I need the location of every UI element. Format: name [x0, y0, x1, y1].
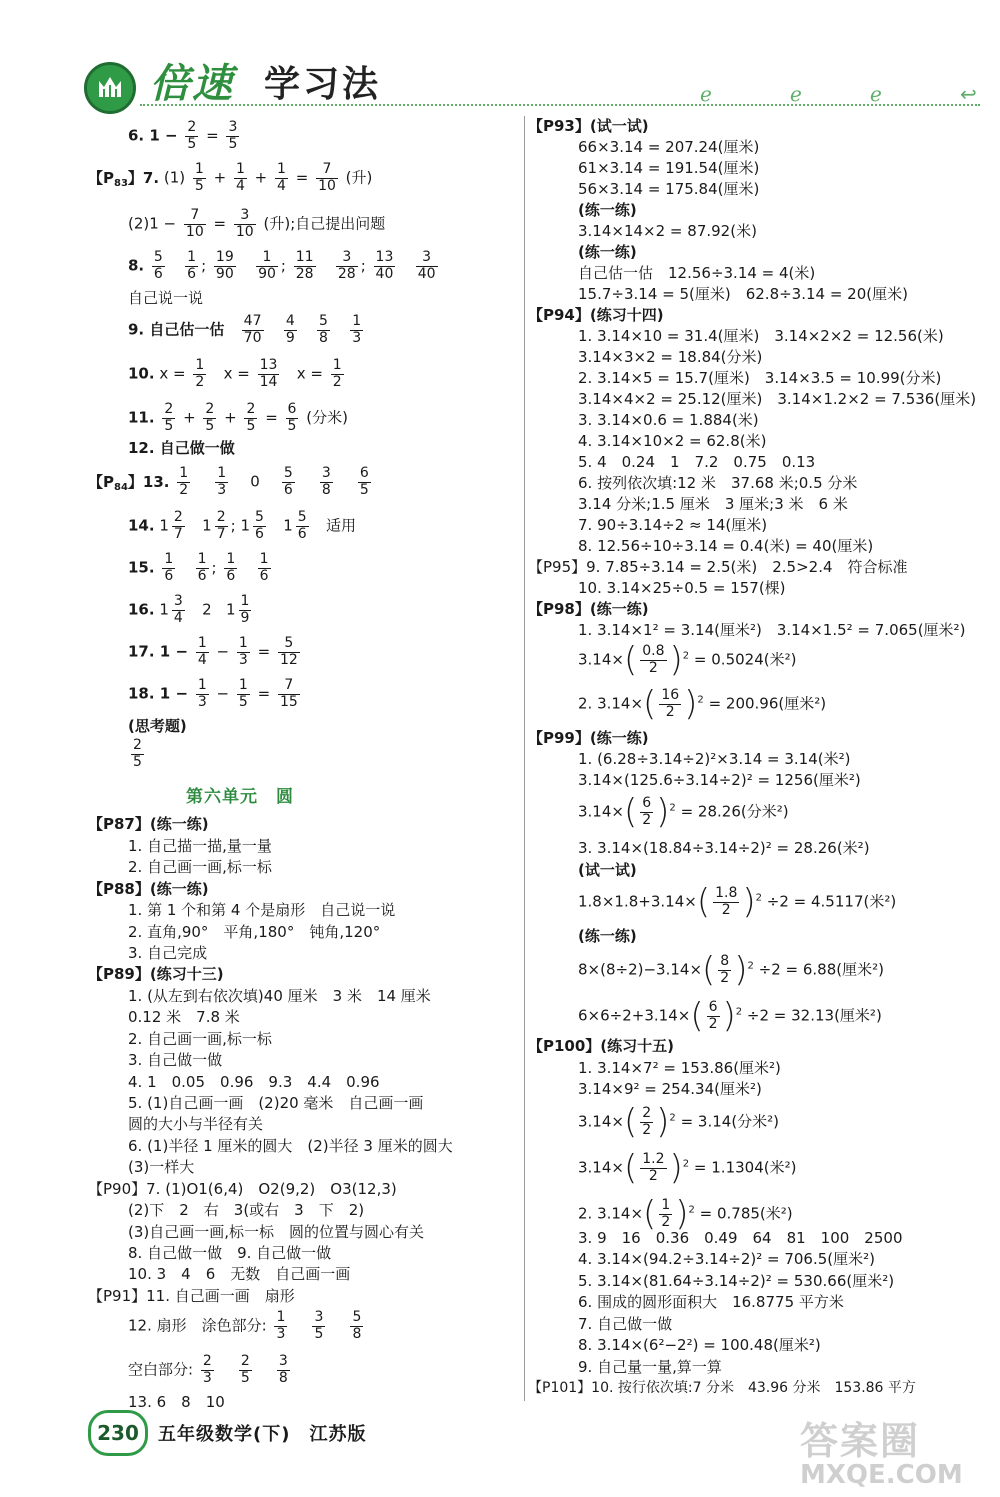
- header-divider: [140, 104, 980, 106]
- r6: (练一练): [578, 243, 637, 261]
- r22: 3.14×( $\frac{0.8}{2}$ )$^2$ = 0.5024(米²): [578, 640, 797, 681]
- r5: 3.14×14×2 = 87.92(米): [578, 222, 757, 240]
- answer-8-note: 自己说一说: [128, 289, 204, 307]
- p89-5b: 圆的大小与半径有关: [128, 1115, 264, 1133]
- r25: 3.14×(125.6÷3.14÷2)² = 1256(厘米²): [578, 771, 861, 789]
- page-header: [0, 0, 1000, 118]
- r1: 66×3.14 = 207.24(厘米): [578, 138, 760, 156]
- p91-12: 12. 扇形 涂色部分: $\frac{1}{3}$ $\frac{3}{5}$ $\frac{5}{8}$: [128, 1309, 362, 1342]
- r18: 7. 90÷3.14÷2 ≈ 14(厘米): [578, 516, 768, 534]
- watermark: 答案圈: [800, 1419, 921, 1463]
- answer-12: 12. 自己做一做: [128, 439, 235, 457]
- p89-header: 【P89】(练习十三): [88, 965, 224, 983]
- answer-p83-7: 【$P_{83}$】7. (1) $\frac{1}{5}$ + $\frac{1}{4}$ + $\frac{1}{4}$ = $\frac{7}{10}$ (升): [88, 161, 373, 194]
- answer-17: 17. 1 − $\frac{1}{4}$ − $\frac{1}{3}$ = $\frac{5}{12}$: [128, 635, 298, 668]
- swirl-icon: ℯ: [700, 82, 712, 106]
- p89-5: 5. (1)自己画一画 (2)20 毫米 自己画一画: [128, 1094, 424, 1112]
- answer-8: 8. $\frac{5}{6}$ $\frac{1}{6}$ ; $\frac{19}{90}$ $\frac{1}{90}$ ; $\frac{11}{28}$ $\frac{3}{28}$ ; $\frac{13}{40}$ $\frac{3}{40}$: [128, 249, 436, 282]
- answer-18: 18. 1 − $\frac{1}{3}$ − $\frac{1}{5}$ = $\frac{7}{15}$: [128, 677, 298, 710]
- r23: 2. 3.14×( $\frac{16}{2}$ )$^2$ = 200.96(厘米²): [578, 684, 827, 725]
- r19: 8. 12.56÷10÷3.14 = 0.4(米) = 40(厘米): [578, 537, 874, 555]
- think-answer: $\frac{2}{5}$: [133, 737, 142, 770]
- r16: 6. 按列依次填:12 米 37.68 米;0.5 分米: [578, 474, 858, 492]
- r41: 6. 围成的圆形面积大 16.8775 平方米: [578, 1293, 844, 1311]
- p87-2: 2. 自己画一画,标一标: [128, 858, 272, 876]
- p89-2: 2. 自己画一画,标一标: [128, 1030, 272, 1048]
- p89-6: 6. (1)半径 1 厘米的圆大 (2)半径 3 厘米的圆大: [128, 1137, 453, 1155]
- r15: 5. 4 0.24 1 7.2 0.75 0.13: [578, 453, 816, 471]
- answer-10: 10. x = $\frac{1}{2}$ x = $\frac{13}{14}$ x = $\frac{1}{2}$: [128, 357, 342, 390]
- p100-header: 【P100】(练习十五): [528, 1037, 675, 1055]
- p95-9: 【P95】9. 7.85÷3.14 = 2.5(米) 2.5>2.4 符合标准: [528, 558, 908, 576]
- r31: 8×(8÷2)−3.14×( $\frac{8}{2}$ )$^2$ ÷2 = 6.88(厘米²): [578, 950, 884, 991]
- page-number: 230: [88, 1410, 148, 1456]
- r7: 自己估一估 12.56÷3.14 = 4(米): [578, 264, 816, 282]
- p98-header: 【P98】(练一练): [528, 600, 649, 618]
- r21: 1. 3.14×1² = 3.14(厘米²) 3.14×1.5² = 7.065(厘米²): [578, 621, 966, 639]
- r27: 3. 3.14×(18.84÷3.14÷2)² = 28.26(米²): [578, 839, 870, 857]
- answer-9: 9. 自己估一估 $\frac{47}{70}$ $\frac{4}{9}$ $\frac{5}{8}$ $\frac{1}{3}$: [128, 313, 362, 346]
- answer-6: 6. 1 − $\frac{2}{5}$ = $\frac{3}{5}$: [128, 119, 238, 152]
- p94-header: 【P94】(练习十四): [528, 306, 664, 324]
- r20: 10. 3.14×25÷0.5 = 157(棵): [578, 579, 786, 597]
- r14: 4. 3.14×10×2 = 62.8(米): [578, 432, 767, 450]
- brand-title-colored: 倍速: [150, 61, 234, 107]
- r17: 3.14 分米;1.5 厘米 3 厘米;3 米 6 米: [578, 495, 848, 513]
- answer-p84-13: 【$P_{84}$】13. $\frac{1}{2}$ $\frac{1}{3}$ 0 $\frac{5}{6}$ $\frac{3}{8}$ $\frac{6}{5}$: [88, 465, 369, 498]
- p101-10: 【P101】10. 按行依次填:7 分米 43.96 分米 153.86 平方: [528, 1380, 916, 1396]
- p89-4: 4. 1 0.05 0.96 9.3 4.4 0.96: [128, 1073, 380, 1091]
- r37: 2. 3.14×( $\frac{1}{2}$ )$^2$ = 0.785(米²): [578, 1194, 793, 1235]
- p90-10: 10. 3 4 6 无数 自己画一画: [128, 1265, 351, 1283]
- r39: 4. 3.14×(94.2÷3.14÷2)² = 706.5(厘米²): [578, 1250, 876, 1268]
- r40: 5. 3.14×(81.64÷3.14÷2)² = 530.66(厘米²): [578, 1272, 895, 1290]
- r29: 1.8×1.8+3.14×( $\frac{1.8}{2}$ )$^2$ ÷2 = 4.5117(米²): [578, 882, 897, 923]
- p89-1b: 0.12 米 7.8 米: [128, 1008, 240, 1026]
- p87-header: 【P87】(练一练): [88, 815, 209, 833]
- p91-12b: 空白部分: $\frac{2}{3}$ $\frac{2}{5}$ $\frac{3}{8}$: [128, 1353, 288, 1386]
- arrow-icon: ↩: [960, 82, 977, 106]
- p90-2: (2)下 2 右 3(或右 3 下 2): [128, 1201, 365, 1219]
- p93-header: 【P93】(试一试): [528, 117, 649, 135]
- p88-2: 2. 直角,90° 平角,180° 钝角,120°: [128, 923, 381, 941]
- r26: 3.14×( $\frac{6}{2}$ )$^2$ = 28.26(分米²): [578, 792, 789, 833]
- p91-13: 13. 6 8 10: [128, 1393, 225, 1411]
- r4: (练一练): [578, 201, 637, 219]
- r11: 2. 3.14×5 = 15.7(厘米) 3.14×3.5 = 10.99(分米): [578, 369, 942, 387]
- answer-11: 11. $\frac{2}{5}$ + $\frac{2}{5}$ + $\frac{2}{5}$ = $\frac{6}{5}$ (分米): [128, 401, 348, 434]
- page-footer: [0, 1410, 1000, 1497]
- r43: 8. 3.14×(6²−2²) = 100.48(厘米²): [578, 1336, 821, 1354]
- answer-16: 16. 1 $\frac{3}{4}$ 2 1 $\frac{1}{9}$: [128, 593, 250, 626]
- swirl-icon: ℯ: [870, 82, 882, 106]
- r32: 6×6÷2+3.14×( $\frac{6}{2}$ )$^2$ ÷2 = 32.13(厘米²): [578, 996, 882, 1037]
- r8: 15.7÷3.14 = 5(厘米) 62.8÷3.14 = 20(厘米): [578, 285, 908, 303]
- r44: 9. 自己量一量,算一算: [578, 1358, 722, 1376]
- r33: 1. 3.14×7² = 153.86(厘米²): [578, 1059, 781, 1077]
- r38: 3. 9 16 0.36 0.49 64 81 100 2500: [578, 1229, 903, 1247]
- p89-3: 3. 自己做一做: [128, 1051, 223, 1069]
- r35: 3.14×( $\frac{2}{2}$ )$^2$ = 3.14(分米²): [578, 1102, 780, 1143]
- r34: 3.14×9² = 254.34(厘米²): [578, 1080, 762, 1098]
- r3: 56×3.14 = 175.84(厘米): [578, 180, 760, 198]
- p89-1: 1. (从左到右依次填)40 厘米 3 米 14 厘米: [128, 987, 431, 1005]
- unit-title: 第六单元 圆: [186, 787, 294, 807]
- r10: 3.14×3×2 = 18.84(分米): [578, 348, 763, 366]
- p91-11: 【P91】11. 自己画一画 扇形: [88, 1287, 295, 1305]
- r28: (试一试): [578, 861, 637, 879]
- swirl-icon: ℯ: [790, 82, 802, 106]
- r30: (练一练): [578, 927, 637, 945]
- book-title: 五年级数学(下) 江苏版: [158, 1424, 367, 1445]
- r2: 61×3.14 = 191.54(厘米): [578, 159, 760, 177]
- r24: 1. (6.28÷3.14÷2)²×3.14 = 3.14(米²): [578, 750, 851, 768]
- r42: 7. 自己做一做: [578, 1315, 673, 1333]
- answer-15: 15. $\frac{1}{6}$ $\frac{1}{6}$ ; $\frac{1}{6}$ $\frac{1}{6}$: [128, 551, 269, 584]
- p90-3: (3)自己画一画,标一标 圆的位置与圆心有关: [128, 1223, 425, 1241]
- p99-header: 【P99】(练一练): [528, 729, 649, 747]
- answer-7-2: (2)1 − $\frac{7}{10}$ = $\frac{3}{10}$ (升);自己提出问题: [128, 207, 386, 240]
- p90-7: 【P90】7. (1)O1(6,4) O2(9,2) O3(12,3): [88, 1180, 397, 1198]
- r9: 1. 3.14×10 = 31.4(厘米) 3.14×2×2 = 12.56(米): [578, 327, 944, 345]
- r13: 3. 3.14×0.6 = 1.884(米): [578, 411, 759, 429]
- think-label: (思考题): [128, 717, 187, 735]
- p88-3: 3. 自己完成: [128, 944, 208, 962]
- p89-6b: (3)一样大: [128, 1158, 195, 1176]
- r12: 3.14×4×2 = 25.12(厘米) 3.14×1.2×2 = 7.536(厘米): [578, 390, 977, 408]
- r36: 3.14×( $\frac{1.2}{2}$ )$^2$ = 1.1304(米²): [578, 1148, 797, 1189]
- p87-1: 1. 自己描一描,量一量: [128, 837, 272, 855]
- answer-14: 14. 1 $\frac{2}{7}$ 1 $\frac{2}{7}$ ; 1 $\frac{5}{6}$ 1 $\frac{5}{6}$ 适用: [128, 509, 357, 542]
- watermark-url: MXQE.COM: [800, 1460, 963, 1490]
- brand-title-plain: 学习法: [264, 64, 382, 105]
- p90-8: 8. 自己做一做 9. 自己做一做: [128, 1244, 332, 1262]
- column-divider: [524, 116, 525, 1401]
- p88-1: 1. 第 1 个和第 4 个是扇形 自己说一说: [128, 901, 396, 919]
- brand-logo-icon: [84, 62, 136, 114]
- p88-header: 【P88】(练一练): [88, 880, 209, 898]
